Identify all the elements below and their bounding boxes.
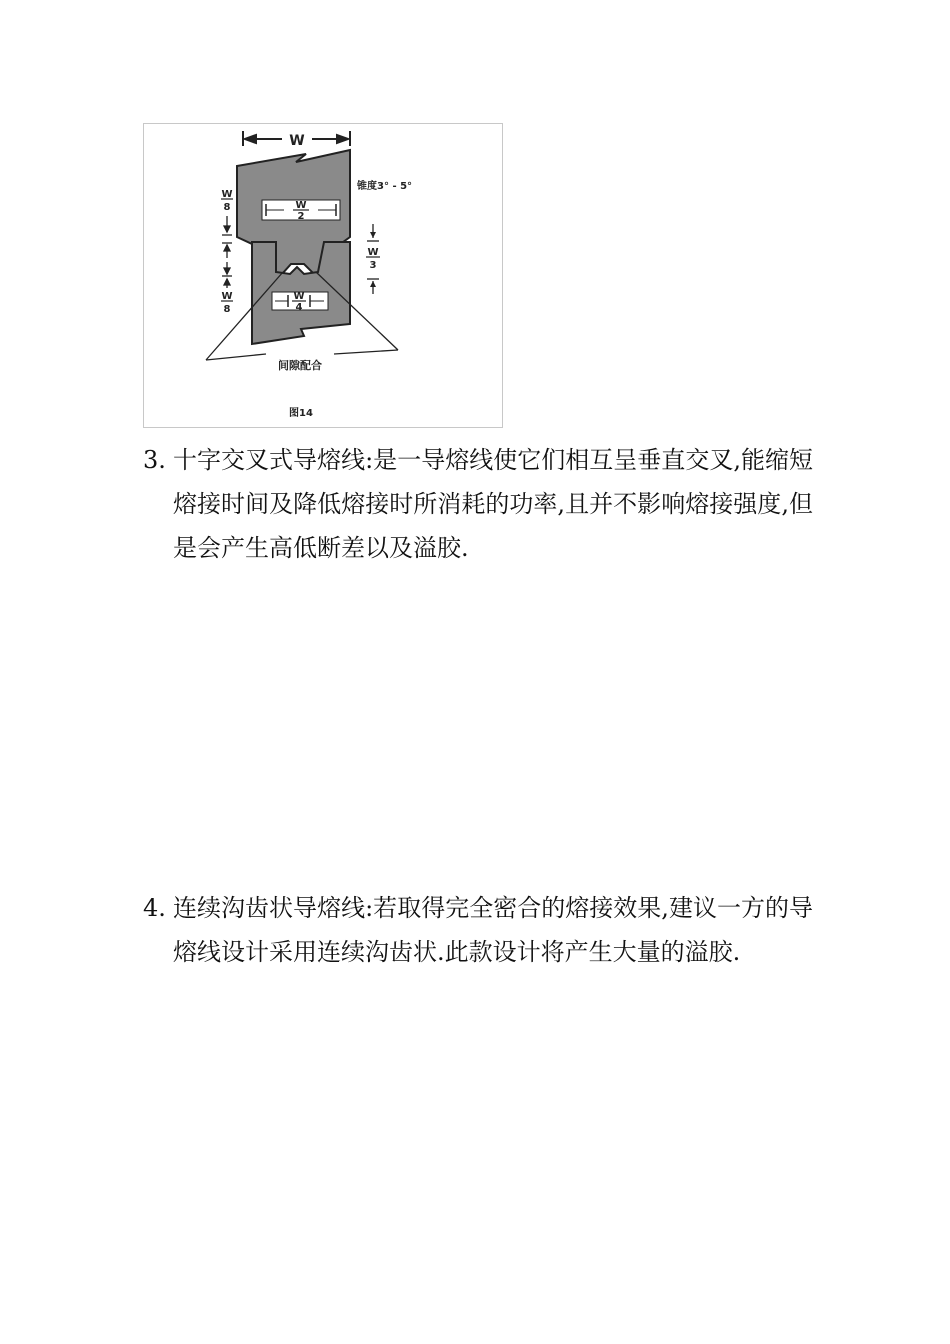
svg-text:W: W [221, 189, 233, 200]
svg-text:2: 2 [297, 211, 305, 222]
svg-text:W: W [295, 200, 307, 211]
list-item-number: 4. [143, 894, 166, 922]
svg-text:3: 3 [369, 260, 377, 271]
joint-diagram [144, 124, 504, 429]
joint-diagram-figure [143, 123, 503, 428]
left-dimension-marks [222, 216, 232, 288]
taper-label: 锥度3° - 5° [357, 181, 413, 192]
svg-text:W: W [221, 291, 233, 302]
fraction-w-8-top [221, 189, 233, 213]
width-label: W [289, 133, 305, 149]
list-item-text: 十字交叉式导熔线:是一导熔线使它们相互呈垂直交叉,能缩短熔接时间及降低熔接时所消耗的功率,且并不影响熔接强度,但是会产生高低断差以及溢胶. [173, 446, 813, 562]
clearance-fit-label: 间隙配合 [278, 359, 322, 372]
figure-caption: 图14 [289, 408, 313, 419]
svg-text:W: W [293, 291, 305, 302]
svg-text:W: W [367, 247, 379, 258]
list-item [143, 438, 813, 570]
fraction-w-8-bottom [221, 291, 233, 315]
list-item-text: 连续沟齿状导熔线:若取得完全密合的熔接效果,建议一方的导熔线设计采用连续沟齿状.此款设计将产生大量的溢胶. [173, 894, 813, 966]
svg-text:8: 8 [223, 304, 231, 315]
list-item [143, 886, 813, 974]
svg-text:8: 8 [223, 202, 231, 213]
fraction-w-3 [366, 224, 380, 294]
list-item-number: 3. [143, 446, 166, 474]
svg-text:4: 4 [295, 302, 303, 313]
